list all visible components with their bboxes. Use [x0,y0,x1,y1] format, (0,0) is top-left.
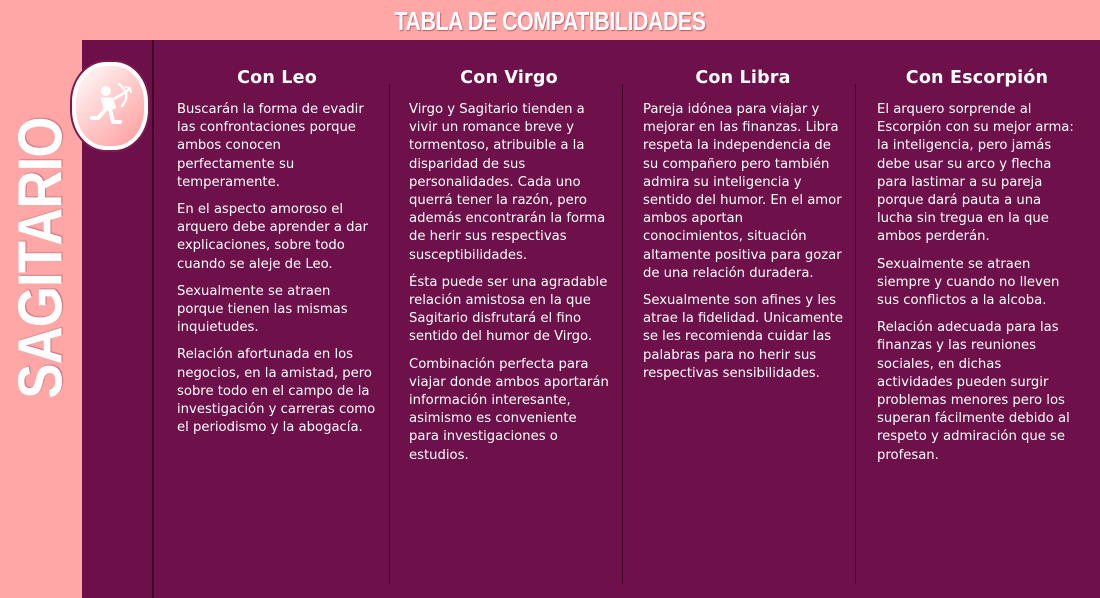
column-paragraph: Sexualmente se atraen porque tienen las mismas inquietudes. [177,283,348,336]
column-divider [389,84,390,584]
column-paragraph: Buscarán la forma de evadir las confrontaciones porque ambos conocen perfectamente su temperamente. [177,102,364,190]
column-virgo [409,68,609,474]
column-paragraph: Sexualmente son afines y les atrae la fidelidad. Unicamente se les recomienda cuidar las palabras para no herir sus respectivas sensibilidades. [643,293,843,381]
column-escorpion [877,68,1077,474]
column-title: Con Libra [695,68,791,88]
column-libra [643,68,843,392]
column-paragraph: Virgo y Sagitario tienden a vivir un romance breve y tormentoso, atribuible a la disparidad de sus personalidades. Cada uno querrá tener la razón, pero además encontrarán la forma de herir sus respectivas susceptibilidades. [409,102,606,263]
column-paragraph: Ésta puede ser una agradable relación amistosa en la que Sagitario disfrutará el fino sentido del humor de Virgo. [409,274,608,345]
column-paragraph: Pareja idónea para viajar y mejorar en las finanzas. Libra respeta la independencia de su compañero pero también admira su inteligencia y sentido del humor. En el amor ambos aportan conocimientos, situación altamente positiva para gozar de una relación duradera. [643,102,842,281]
page-title: TABLA DE COMPATIBILIDADES [394,6,706,36]
column-paragraph: Sexualmente se atraen siempre y cuando no lleven sus conflictos a la alcoba. [877,256,1060,309]
sign-badge [72,62,148,150]
column-title: Con Virgo [460,68,558,88]
sign-title: SAGITARIO [6,117,76,399]
column-divider [855,84,856,584]
column-divider [622,84,623,584]
side-strip [0,40,82,598]
column-title: Con Escorpión [905,68,1049,88]
column-leo [177,68,377,446]
column-title: Con Leo [237,68,317,88]
column-paragraph: Relación adecuada para las finanzas y las reuniones sociales, en dichas actividades pueden surgir problemas menores pero los superan fácilmente debido al respeto y admiración que se profesan. [877,320,1070,463]
column-paragraph: En el aspecto amoroso el arquero debe aprender a dar explicaciones, sobre todo cuando se aleje de Leo. [177,202,368,272]
column-paragraph: Relación afortunada en los negocios, en la amistad, pero sobre todo en el campo de la investigación y carreras como el periodismo y la abogacía. [177,347,376,436]
column-paragraph: El arquero sorprende al Escorpión con su mejor arma: la inteligencia, pero jamás debe usar su arco y flecha para lastimar a su pareja porque dará pauta a una lucha sin tregua en la que ambos perderán. [877,102,1074,245]
header-banner [0,0,1100,40]
column-paragraph: Combinación perfecta para viajar donde ambos aportarán información interesante, asimismo es conveniente para investigaciones o estudios. [409,356,609,463]
archer-icon [86,78,134,134]
